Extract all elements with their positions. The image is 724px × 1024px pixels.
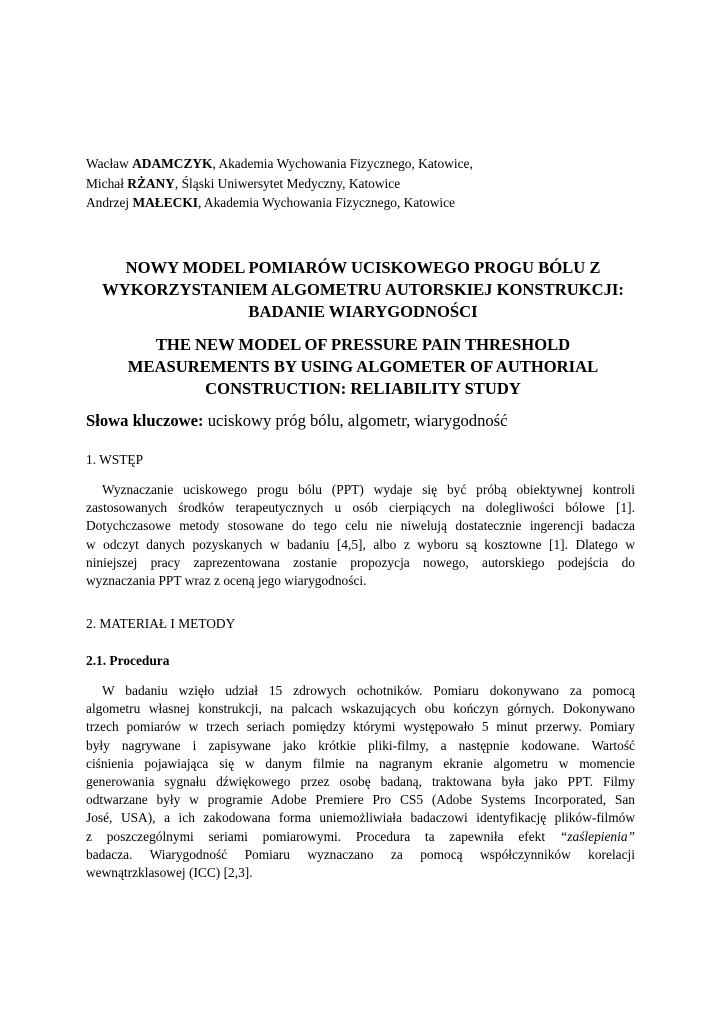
author-first-name: Andrzej xyxy=(86,195,133,210)
paragraph-line: ciśnienia pojawiająca się w danym filmie na nagranym ekranie algometru w momencie xyxy=(86,755,635,771)
paragraph-line: badacza. Wiarygodność Pomiaru wyznaczano za pomocą współczynników korelacji xyxy=(86,846,635,862)
title-line: THE NEW MODEL OF PRESSURE PAIN THRESHOLD xyxy=(155,335,571,354)
title-line: CONSTRUCTION: RELIABILITY STUDY xyxy=(205,379,521,398)
paragraph-line: Dotychczasowe metody stosowane do tego celu nie niwelują dostatecznie ingerencji badacza xyxy=(86,518,635,534)
paragraph-line: Wyznaczanie uciskowego progu bólu (PPT) wydaje się być próbą obiektywnej kontroli xyxy=(102,482,635,497)
paragraph-line: José, USA), a ich zakodowana forma uniemożliwiała badaczowi identyfikację plików-filmów xyxy=(86,810,635,826)
paragraph-line: wyznaczania PPT wraz z oceną jego wiarygodności. xyxy=(86,572,367,588)
paragraph-line: W badaniu wzięło udział 15 zdrowych ochotników. Pomiaru dokonywano za pomocą xyxy=(102,683,635,698)
subsection-heading-procedure: 2.1. Procedura xyxy=(86,653,170,668)
paragraph-line xyxy=(86,828,635,846)
author-line xyxy=(86,193,646,213)
author-first-name: Wacław xyxy=(86,156,133,171)
paragraph-line: niniejszej pracy zaprezentowana zostanie propozycja nowego, autorskiego podejścia do xyxy=(86,554,635,570)
paragraph-line: wewnątrzklasowej (ICC) [2,3]. xyxy=(86,864,253,880)
author-first-name: Michał xyxy=(86,175,128,191)
section-heading-methods: 2. MATERIAŁ I METODY xyxy=(86,616,236,631)
author-list xyxy=(86,154,646,213)
paragraph-line: w odczyt danych pozyskanych w badaniu [4,5], albo z wyboru są kosztowne [1]. Dlatego w xyxy=(86,536,635,552)
title-line: NOWY MODEL POMIARÓW UCISKOWEGO PROGU BÓLU Z xyxy=(125,258,601,277)
title-line: MEASUREMENTS BY USING ALGOMETER OF AUTHORIAL xyxy=(127,357,599,376)
author-last-name: MAŁECKI xyxy=(132,195,198,210)
author-affiliation: , Śląski Uniwersytet Medyczny, Katowice xyxy=(174,175,401,191)
author-line xyxy=(86,154,646,174)
title-english xyxy=(80,334,646,400)
intro-paragraph xyxy=(86,481,635,590)
paragraph-line: algometru własnej konstrukcji, na palcach wskazujących obu kończyn górnych. Dokonywano xyxy=(86,701,635,717)
title-polish xyxy=(80,257,646,323)
paragraph-line: były nagrywane i zapisywane jako krótkie pliki-filmy, a następnie kodowane. Wartość xyxy=(86,737,635,753)
paragraph-text: z poszczególnymi seriami pomiarowymi. Procedura ta zapewniła efekt xyxy=(86,828,560,844)
emphasized-term: “zaślepienia” xyxy=(559,828,635,844)
paragraph-line: zastosowanych środków terapeutycznych u osób cierpiących na dolegliwości bólowe [1]. xyxy=(86,500,635,516)
author-affiliation: , Akademia Wychowania Fizycznego, Katowice, xyxy=(212,156,473,171)
author-last-name: ADAMCZYK xyxy=(132,156,213,171)
title-line: WYKORZYSTANIEM ALGOMETRU AUTORSKIEJ KONSTRUKCJI: xyxy=(102,280,624,299)
procedure-paragraph xyxy=(86,682,635,882)
author-affiliation: , Akademia Wychowania Fizycznego, Katowice xyxy=(197,195,455,210)
paragraph-line: odtwarzane były w programie Adobe Premiere Pro CS5 (Adobe Systems Incorporated, San xyxy=(86,792,635,808)
paragraph-line: trzech pomiarów w trzech seriach pomiędzy którymi występowało 5 minut przerwy. Pomiary xyxy=(86,719,635,735)
section-heading-intro: 1. WSTĘP xyxy=(86,452,144,467)
keywords-label: Słowa kluczowe: xyxy=(86,411,204,430)
author-line xyxy=(86,174,646,194)
paragraph-line: generowania sygnału dźwiękowego przez osobę badaną, traktowana była jako PPT. Filmy xyxy=(86,773,635,789)
keywords-text: uciskowy próg bólu, algometr, wiarygodność xyxy=(203,411,508,430)
title-line: BADANIE WIARYGODNOŚCI xyxy=(248,302,478,321)
author-last-name: RŻANY xyxy=(127,175,175,191)
keywords xyxy=(86,410,646,432)
